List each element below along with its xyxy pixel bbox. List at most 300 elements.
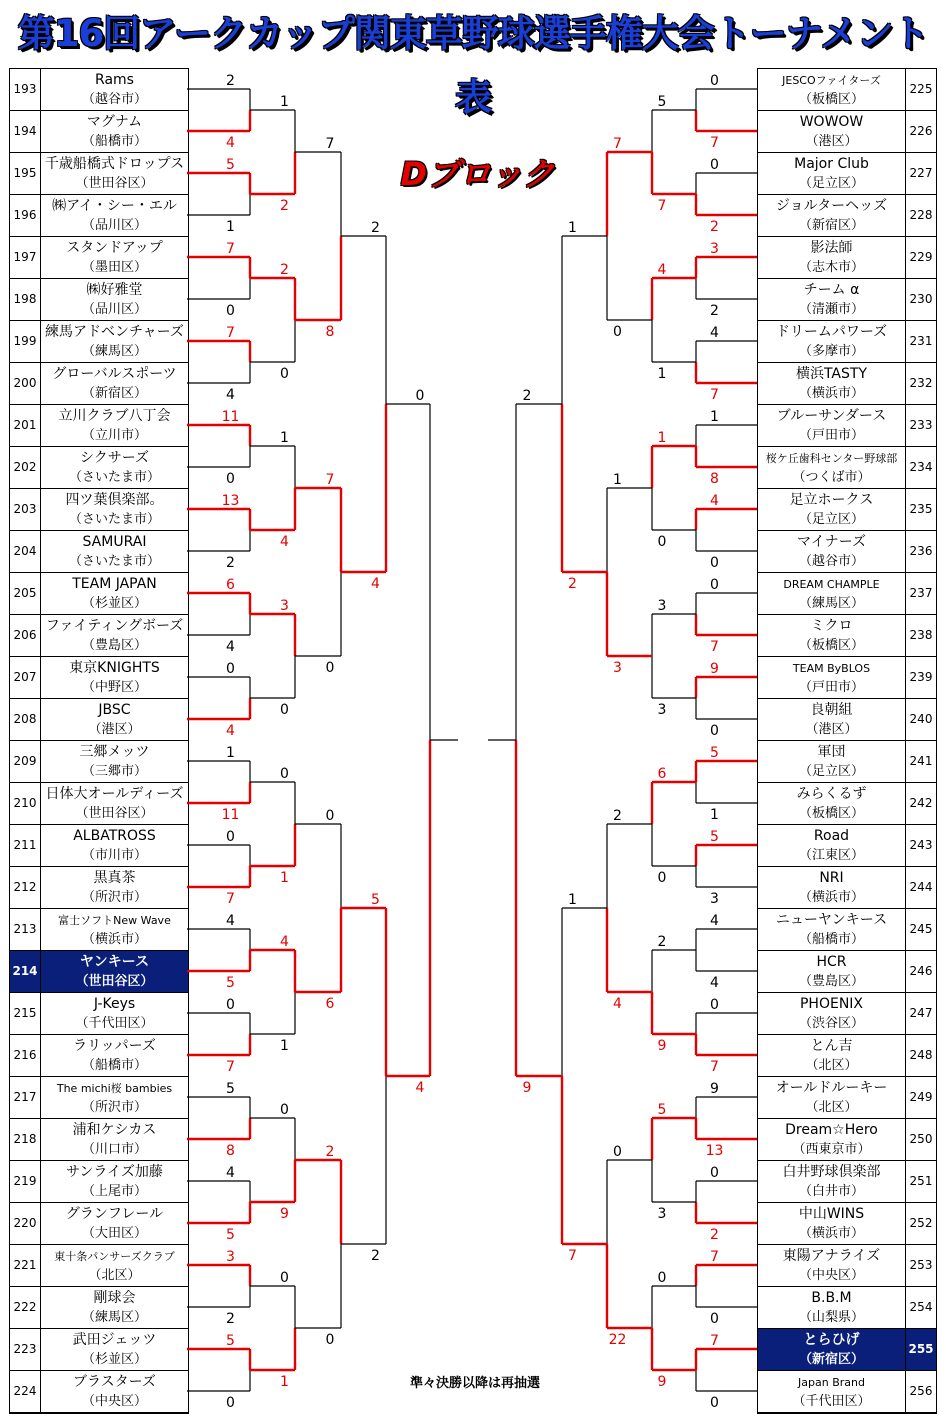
score-label: 4 (415, 1080, 425, 1096)
score-label: 7 (226, 1059, 235, 1075)
score-label: 0 (226, 997, 235, 1013)
team-name: WOWOW (799, 114, 864, 130)
team-region: （足立区） (798, 764, 864, 779)
score-label: 7 (710, 1059, 719, 1075)
score-label: 3 (226, 1249, 235, 1265)
team-name: ファイティングボーズ (45, 618, 184, 634)
team-region: （板橋区） (798, 638, 864, 653)
score-label: 7 (568, 1248, 577, 1264)
score-label: 0 (280, 1102, 289, 1118)
team-name: TEAM JAPAN (72, 576, 157, 592)
team-name: 武田ジェッツ (72, 1332, 157, 1348)
team-name: PHOENIX (799, 996, 864, 1012)
team-number: 235 (905, 489, 936, 530)
score-label: 0 (710, 157, 719, 173)
team-number: 211 (10, 825, 41, 866)
team-region: （足立区） (798, 512, 864, 527)
team-number: 238 (905, 615, 936, 656)
score-label: 5 (226, 1227, 235, 1243)
team-number: 222 (10, 1287, 41, 1328)
score-label: 2 (657, 934, 667, 950)
team-number: 242 (905, 783, 936, 824)
team-region: （大田区） (81, 1226, 147, 1241)
team-name: Rams (95, 72, 134, 88)
team-number: 254 (905, 1287, 936, 1328)
score-label: 0 (325, 808, 335, 824)
score-label: 4 (280, 934, 289, 950)
team-name: 千歳船橋式ドロップス (44, 156, 185, 172)
team-name: JBSC (98, 702, 131, 718)
score-label: 1 (280, 1038, 289, 1054)
score-label: 8 (710, 471, 719, 487)
score-label: 0 (325, 660, 335, 676)
score-label: 7 (710, 1333, 719, 1349)
team-region: （品川区） (81, 302, 147, 317)
team-number: 209 (10, 741, 41, 782)
score-label: 1 (710, 409, 719, 425)
team-region: （市川市） (81, 848, 147, 863)
score-label: 7 (226, 325, 235, 341)
team-number: 248 (905, 1035, 936, 1076)
score-label: 9 (710, 661, 719, 677)
team-number: 224 (10, 1371, 41, 1412)
team-name: 良朝組 (810, 702, 853, 718)
team-number: 212 (10, 867, 41, 908)
score-label: 0 (226, 471, 235, 487)
team-number: 237 (905, 573, 936, 614)
block-label: Dブロック (400, 155, 555, 193)
team-name: ドリームパワーズ (775, 324, 888, 340)
team-name: HCR (816, 954, 847, 970)
team-region: （横浜市） (798, 386, 864, 401)
score-label: 5 (226, 1333, 235, 1349)
team-number: 202 (10, 447, 41, 488)
score-label: 0 (226, 303, 235, 319)
team-region: （世田谷区） (75, 974, 154, 989)
team-region: （所沢市） (81, 890, 147, 905)
score-label: 7 (613, 136, 622, 152)
team-region: （江東区） (798, 848, 864, 863)
score-label: 2 (710, 219, 719, 235)
score-label: 2 (325, 1144, 335, 1160)
team-name: みらくるず (796, 786, 867, 802)
score-label: 4 (280, 534, 289, 550)
score-label: 1 (657, 366, 667, 382)
team-number: 206 (10, 615, 41, 656)
score-label: 13 (221, 493, 240, 509)
team-region: （杉並区） (81, 596, 147, 611)
team-name: DREAM CHAMPLE (783, 578, 880, 591)
team-number: 233 (905, 405, 936, 446)
score-label: 7 (226, 891, 235, 907)
team-name: 四ツ葉倶楽部。 (65, 492, 164, 508)
team-number: 255 (905, 1329, 936, 1370)
team-region: （北区） (805, 1058, 858, 1073)
score-label: 7 (657, 198, 667, 214)
team-region: （練馬区） (798, 596, 864, 611)
team-number: 239 (905, 657, 936, 698)
team-name: 白井野球倶楽部 (782, 1164, 881, 1180)
score-label: 4 (657, 262, 667, 278)
score-label: 3 (280, 598, 289, 614)
team-region: （西東京市） (792, 1142, 871, 1157)
score-label: 9 (280, 1206, 289, 1222)
team-name: チーム α (803, 282, 860, 298)
score-label: 4 (710, 975, 719, 991)
score-label: 5 (710, 745, 719, 761)
score-label: 0 (710, 1165, 719, 1181)
team-region: （横浜市） (81, 932, 147, 947)
score-label: 0 (226, 1395, 235, 1411)
score-label: 2 (226, 555, 235, 571)
score-label: 0 (325, 1332, 335, 1348)
team-number: 243 (905, 825, 936, 866)
score-label: 0 (415, 388, 425, 404)
score-label: 6 (325, 996, 335, 1012)
score-label: 0 (657, 870, 667, 886)
team-region: （中野区） (81, 680, 147, 695)
score-label: 4 (710, 913, 719, 929)
score-label: 0 (710, 997, 719, 1013)
team-number: 252 (905, 1203, 936, 1244)
team-number: 229 (905, 237, 936, 278)
team-region: （三郷市） (81, 764, 147, 779)
score-label: 9 (657, 1374, 667, 1390)
team-region: （北区） (88, 1268, 141, 1283)
team-name: とん吉 (810, 1038, 853, 1054)
score-label: 4 (710, 325, 719, 341)
team-number: 227 (905, 153, 936, 194)
team-number: 216 (10, 1035, 41, 1076)
team-number: 205 (10, 573, 41, 614)
team-region: （北区） (805, 1100, 858, 1115)
team-name: 浦和ケシカス (72, 1122, 157, 1138)
score-label: 1 (568, 892, 577, 908)
team-name: ALBATROSS (73, 828, 156, 844)
team-name: Japan Brand (798, 1376, 865, 1389)
score-label: 5 (657, 1102, 667, 1118)
team-number: 256 (905, 1371, 936, 1412)
score-label: 7 (710, 1249, 719, 1265)
team-number: 232 (905, 363, 936, 404)
score-label: 7 (710, 387, 719, 403)
score-label: 0 (657, 534, 667, 550)
team-number: 241 (905, 741, 936, 782)
score-label: 0 (613, 324, 622, 340)
team-name: Road (813, 828, 850, 844)
score-label: 5 (657, 94, 667, 110)
score-label: 9 (657, 1038, 667, 1054)
team-region: （新宿区） (798, 1352, 864, 1367)
score-label: 2 (280, 262, 289, 278)
score-label: 4 (710, 493, 719, 509)
team-region: （練馬区） (81, 344, 147, 359)
score-label: 1 (226, 745, 235, 761)
team-number: 217 (10, 1077, 41, 1118)
team-region: （志木市） (798, 260, 864, 275)
team-region: （練馬区） (81, 1310, 147, 1325)
team-region: （さいたま市） (68, 470, 160, 485)
score-label: 0 (613, 1144, 622, 1160)
score-label: 2 (710, 1227, 719, 1243)
redraw-note: 準々決勝以降は再抽選 (409, 1376, 540, 1391)
score-label: 4 (371, 576, 380, 592)
team-region: （港区） (805, 134, 858, 149)
team-region: （足立区） (798, 176, 864, 191)
score-label: 3 (657, 1206, 667, 1222)
score-label: 5 (226, 1081, 235, 1097)
team-number: 195 (10, 153, 41, 194)
team-region: （豊島区） (81, 638, 147, 653)
score-label: 22 (608, 1332, 627, 1348)
team-region: （さいたま市） (68, 512, 160, 527)
team-name: 練馬アドベンチャーズ (45, 324, 184, 340)
score-label: 2 (371, 220, 380, 236)
team-name: 桜ケ丘歯科センター野球部 (765, 452, 898, 465)
team-number: 214 (10, 951, 41, 992)
team-number: 220 (10, 1203, 41, 1244)
score-label: 0 (280, 366, 289, 382)
team-name: 東京KNIGHTS (69, 660, 160, 676)
score-label: 2 (280, 198, 289, 214)
team-name: スタンドアップ (66, 240, 163, 256)
team-region: （越谷市） (798, 554, 864, 569)
score-label: 0 (280, 702, 289, 718)
team-region: （多摩市） (798, 344, 864, 359)
team-name: ヤンキース (79, 954, 150, 970)
team-number: 228 (905, 195, 936, 236)
team-number: 221 (10, 1245, 41, 1286)
team-region: （船橋市） (81, 134, 147, 149)
team-region: （所沢市） (81, 1100, 147, 1115)
team-number: 200 (10, 363, 41, 404)
team-region: （世田谷区） (75, 806, 154, 821)
team-number: 250 (905, 1119, 936, 1160)
team-name: ジョルターヘッズ (775, 198, 888, 214)
team-name: オールドルーキー (775, 1080, 888, 1096)
team-region: （板橋区） (798, 92, 864, 107)
team-region: （山梨県） (798, 1310, 864, 1325)
team-region: （品川区） (81, 218, 147, 233)
team-name: 東陽アナライズ (782, 1248, 881, 1264)
team-name: 剛球会 (93, 1290, 136, 1306)
score-label: 1 (657, 430, 667, 446)
score-label: 11 (221, 807, 240, 823)
team-region: （墨田区） (81, 260, 147, 275)
team-number: 198 (10, 279, 41, 320)
score-label: 7 (710, 639, 719, 655)
score-label: 7 (325, 136, 335, 152)
team-name: ラリッパーズ (73, 1038, 156, 1054)
team-name: 中山WINS (798, 1206, 865, 1222)
team-region: （白井市） (798, 1184, 864, 1199)
score-label: 7 (325, 472, 335, 488)
team-number: 247 (905, 993, 936, 1034)
team-number: 244 (905, 867, 936, 908)
team-region: （千代田区） (75, 1016, 154, 1031)
team-number: 230 (905, 279, 936, 320)
team-name: ㈱アイ・シー・エル (52, 198, 177, 214)
team-region: （戸田市） (798, 680, 864, 695)
score-label: 5 (710, 829, 719, 845)
team-name: 富士ソフトNew Wave (58, 914, 171, 927)
team-region: （つくば市） (792, 470, 871, 485)
score-label: 2 (613, 808, 622, 824)
team-region: （中央区） (798, 1268, 864, 1283)
team-name: 三郷メッツ (79, 744, 150, 760)
team-region: （新宿区） (81, 386, 147, 401)
team-name: とらひげ (803, 1332, 860, 1348)
score-label: 6 (657, 766, 667, 782)
score-label: 1 (226, 219, 235, 235)
score-label: 0 (710, 1311, 719, 1327)
team-name: JESCOファイターズ (782, 74, 881, 87)
team-region: （船橋市） (81, 1058, 147, 1073)
team-region: （立川市） (81, 428, 147, 443)
team-name: 足立ホークス (789, 492, 874, 508)
score-label: 4 (226, 1165, 235, 1181)
team-number: 215 (10, 993, 41, 1034)
team-region: （上尾市） (81, 1184, 147, 1199)
score-label: 4 (613, 996, 622, 1012)
team-name: 軍団 (817, 744, 846, 760)
team-name: B.B.M (811, 1290, 852, 1306)
score-label: 1 (613, 472, 622, 488)
team-region: （新宿区） (798, 218, 864, 233)
team-name: ㈱好雅堂 (86, 282, 143, 298)
score-label: 13 (705, 1143, 724, 1159)
team-name: マグナム (86, 114, 143, 130)
team-name: J-Keys (93, 996, 136, 1012)
team-region: （中央区） (81, 1394, 147, 1409)
score-label: 1 (280, 430, 289, 446)
team-number: 231 (905, 321, 936, 362)
score-label: 2 (226, 73, 235, 89)
team-number: 218 (10, 1119, 41, 1160)
score-label: 11 (221, 409, 240, 425)
team-region: （杉並区） (81, 1352, 147, 1367)
team-number: 223 (10, 1329, 41, 1370)
team-number: 249 (905, 1077, 936, 1118)
score-label: 7 (710, 135, 719, 151)
score-label: 8 (325, 324, 335, 340)
score-label: 1 (280, 1374, 289, 1390)
team-number: 199 (10, 321, 41, 362)
score-label: 0 (710, 1395, 719, 1411)
team-number: 245 (905, 909, 936, 950)
team-number: 201 (10, 405, 41, 446)
team-name: Major Club (794, 156, 869, 172)
score-label: 4 (226, 723, 235, 739)
score-label: 2 (371, 1248, 380, 1264)
team-name: 影法師 (810, 240, 853, 256)
team-name: ブルーサンダース (776, 408, 887, 424)
team-number: 240 (905, 699, 936, 740)
team-region: （横浜市） (798, 890, 864, 905)
score-label: 9 (710, 1081, 719, 1097)
team-name: 立川クラブ八丁会 (58, 408, 171, 424)
team-name: グローバルスポーツ (52, 366, 177, 382)
score-label: 3 (710, 891, 719, 907)
team-number: 251 (905, 1161, 936, 1202)
team-number: 203 (10, 489, 41, 530)
score-label: 1 (710, 807, 719, 823)
score-label: 0 (280, 766, 289, 782)
team-number: 196 (10, 195, 41, 236)
team-number: 207 (10, 657, 41, 698)
team-name: 黒真茶 (93, 870, 136, 886)
team-name: ブラスターズ (73, 1374, 156, 1390)
team-region: （世田谷区） (75, 176, 154, 191)
team-region: （さいたま市） (68, 554, 160, 569)
team-name: ミクロ (810, 618, 853, 634)
score-label: 3 (657, 702, 667, 718)
score-label: 4 (226, 913, 235, 929)
score-label: 4 (226, 135, 235, 151)
team-region: （港区） (88, 722, 141, 737)
score-label: 5 (371, 892, 380, 908)
team-number: 197 (10, 237, 41, 278)
score-label: 2 (226, 1311, 235, 1327)
score-label: 8 (226, 1143, 235, 1159)
score-label: 1 (568, 220, 577, 236)
team-region: （豊島区） (798, 974, 864, 989)
score-label: 2 (710, 303, 719, 319)
score-label: 0 (226, 661, 235, 677)
score-label: 2 (568, 576, 577, 592)
team-name: The michi桜 bambies (56, 1082, 173, 1095)
score-label: 0 (280, 1270, 289, 1286)
score-label: 0 (710, 73, 719, 89)
score-label: 2 (522, 388, 532, 404)
score-label: 4 (226, 639, 235, 655)
team-name: SAMURAI (82, 534, 147, 550)
team-name: ニューヤンキース (775, 912, 888, 928)
team-region: （川口市） (81, 1142, 147, 1157)
team-region: （清瀬市） (798, 302, 864, 317)
team-number: 219 (10, 1161, 41, 1202)
team-number: 210 (10, 783, 41, 824)
score-label: 0 (710, 723, 719, 739)
team-number: 208 (10, 699, 41, 740)
team-name: TEAM ByBLOS (792, 662, 871, 675)
team-region: （戸田市） (798, 428, 864, 443)
team-region: （横浜市） (798, 1226, 864, 1241)
score-label: 3 (657, 598, 667, 614)
page-title: 第16回アークカップ関東草野球選手権大会トーナメント表 (17, 12, 929, 119)
team-number: 194 (10, 111, 41, 152)
score-label: 3 (710, 241, 719, 257)
score-label: 0 (710, 577, 719, 593)
team-name: Dream☆Hero (785, 1122, 878, 1138)
team-name: 横浜TASTY (795, 366, 868, 382)
team-number: 246 (905, 951, 936, 992)
score-label: 1 (280, 94, 289, 110)
team-region: （港区） (805, 722, 858, 737)
team-region: （越谷市） (81, 92, 147, 107)
team-name: マイナーズ (796, 534, 867, 550)
team-name: グランフレール (65, 1206, 164, 1222)
score-label: 4 (226, 387, 235, 403)
score-label: 1 (280, 870, 289, 886)
score-label: 5 (226, 975, 235, 991)
team-region: （渋谷区） (798, 1016, 864, 1031)
score-label: 0 (710, 555, 719, 571)
score-label: 0 (226, 829, 235, 845)
score-label: 0 (657, 1270, 667, 1286)
score-label: 7 (226, 241, 235, 257)
team-name: 東十条パンサーズクラブ (54, 1250, 175, 1263)
